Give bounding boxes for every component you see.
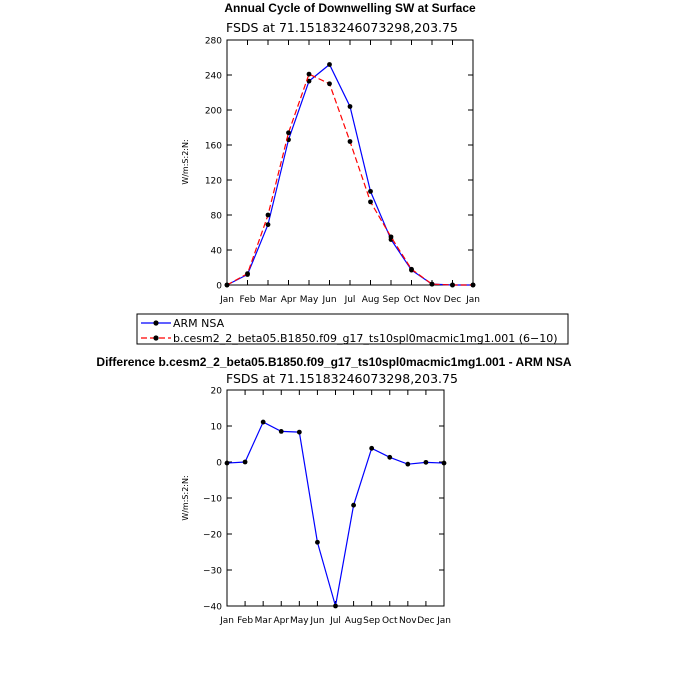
chart-2-x-tick-label: Aug: [344, 616, 363, 626]
chart-1-series-1-point: [266, 222, 271, 227]
chart-1-series-1-point: [327, 62, 332, 67]
chart-2-series-1-point: [351, 503, 356, 508]
chart-1-y-tick-label: 160: [204, 141, 222, 152]
chart-2-series-1-point: [315, 540, 320, 545]
chart-2-series-1-point: [405, 462, 410, 467]
chart-1-frame: [227, 40, 473, 285]
chart-1-series-2-point: [266, 213, 271, 218]
chart-1-plot-area: [205, 37, 480, 306]
chart-2-x-tick-label: Nov: [399, 616, 417, 626]
chart-2-y-tick-label: 20: [210, 386, 222, 397]
chart-2-series-1-point: [225, 461, 230, 466]
chart-1-series-line-1: [227, 65, 473, 286]
chart-2-series-1-point: [333, 604, 338, 609]
chart-1-series-2-point: [348, 139, 353, 144]
chart-1-x-tick-label: Mar: [259, 295, 277, 305]
chart-2-x-tick-label: Jan: [437, 616, 451, 626]
chart-1-x-tick-label: Jun: [322, 295, 337, 305]
chart-2-x-tick-label: Mar: [254, 616, 272, 626]
chart-2-y-axis-label: W/m:S:2:N:: [181, 475, 190, 521]
chart-1-series-2-point: [245, 271, 250, 276]
chart-1-series-2-point: [430, 282, 435, 287]
chart-2-series-1-point: [387, 455, 392, 460]
chart-2-x-tick-label: Sep: [363, 616, 381, 626]
chart-2-series-1-point: [243, 460, 248, 465]
chart-1-title: Annual Cycle of Downwelling SW at Surface: [224, 1, 476, 15]
chart-1-series-2-point: [450, 283, 455, 288]
chart-1-series-2-point: [286, 130, 291, 135]
chart-2-series-1-point: [424, 460, 429, 465]
chart-2-series-1-point: [442, 461, 447, 466]
chart-1-x-tick-label: Feb: [239, 295, 256, 305]
chart-2-x-tick-label: Jan: [220, 616, 234, 626]
chart-1-subtitle: FSDS at 71.15183246073298,203.75: [226, 20, 458, 35]
chart-2-y-tick-label: −40: [203, 602, 222, 613]
chart-2-x-tick-label: Apr: [273, 616, 290, 626]
chart-1-x-tick-label: Jul: [344, 295, 356, 305]
chart-1-series-2-point: [409, 267, 414, 272]
chart-2-plot-area: [203, 387, 451, 627]
chart-2-x-tick-label: Oct: [381, 616, 398, 626]
chart-2-x-tick-label: May: [290, 616, 309, 626]
chart-1-series-2-point: [389, 234, 394, 239]
chart-2-x-tick-label: Jun: [310, 616, 325, 626]
chart-1-y-tick-label: 200: [204, 106, 222, 117]
chart-1-y-tick-label: 40: [210, 246, 222, 257]
chart-1-x-tick-label: Apr: [280, 295, 297, 305]
chart-1-x-tick-label: Jan: [220, 295, 234, 305]
chart-2-series-line-1: [227, 422, 444, 606]
chart-1-x-tick-label: Aug: [361, 295, 380, 305]
chart-2-y-tick-label: 10: [210, 422, 222, 433]
legend-label-arm-nsa: ARM NSA: [173, 317, 225, 330]
chart-1-y-axis-label: W/m:S:2:N:: [181, 139, 190, 185]
chart-2-subtitle: FSDS at 71.15183246073298,203.75: [226, 371, 458, 386]
chart-1-y-tick-label: 80: [210, 211, 222, 222]
legend-marker-arm-nsa: [153, 320, 158, 325]
chart-1-series-2-point: [368, 199, 373, 204]
legend-marker-model: [153, 335, 158, 340]
chart-2-y-tick-label: −10: [203, 494, 222, 505]
chart-1-x-tick-label: Sep: [382, 295, 400, 305]
chart-2-series-1-point: [369, 446, 374, 451]
chart-2-y-tick-label: −20: [203, 530, 222, 541]
chart-2-y-tick-label: −30: [203, 566, 222, 577]
chart-2-y-tick-label: 0: [216, 458, 222, 469]
chart-1-series-1-point: [368, 189, 373, 194]
chart-2-title: Difference b.cesm2_2_beta05.B1850.f09_g17_ts10spl0macmic1mg1.001 - ARM NSA: [96, 355, 572, 369]
chart-2-frame: [227, 390, 444, 606]
chart-1-x-tick-label: May: [299, 295, 319, 305]
chart-1-y-tick-label: 240: [204, 71, 222, 82]
chart-1-series-1-point: [348, 104, 353, 109]
chart-1-y-tick-label: 0: [216, 281, 222, 292]
chart-1-x-tick-label: Oct: [403, 295, 420, 305]
chart-2-x-tick-label: Jul: [330, 616, 341, 626]
chart-1-x-tick-label: Nov: [423, 295, 441, 305]
chart-2-series-1-point: [297, 430, 302, 435]
chart-1-x-tick-label: Dec: [443, 295, 462, 305]
chart-2-x-tick-label: Dec: [417, 616, 435, 626]
chart-1-y-tick-label: 280: [204, 36, 222, 47]
legend-label-model: b.cesm2_2_beta05.B1850.f09_g17_ts10spl0macmic1mg1.001 (6−10): [173, 332, 558, 345]
chart-2-series-1-point: [261, 420, 266, 425]
chart-1-x-tick-label: Jan: [466, 295, 480, 305]
chart-2-x-tick-label: Feb: [237, 616, 254, 626]
chart-1-series-2-point: [471, 283, 476, 288]
chart-1-series-2-point: [327, 81, 332, 86]
chart-1-series-2-point: [225, 283, 230, 288]
chart-1-series-2-point: [307, 72, 312, 77]
chart-1-y-tick-label: 120: [204, 176, 222, 187]
chart-1-legend: [137, 314, 568, 345]
chart-2-series-1-point: [279, 429, 284, 434]
